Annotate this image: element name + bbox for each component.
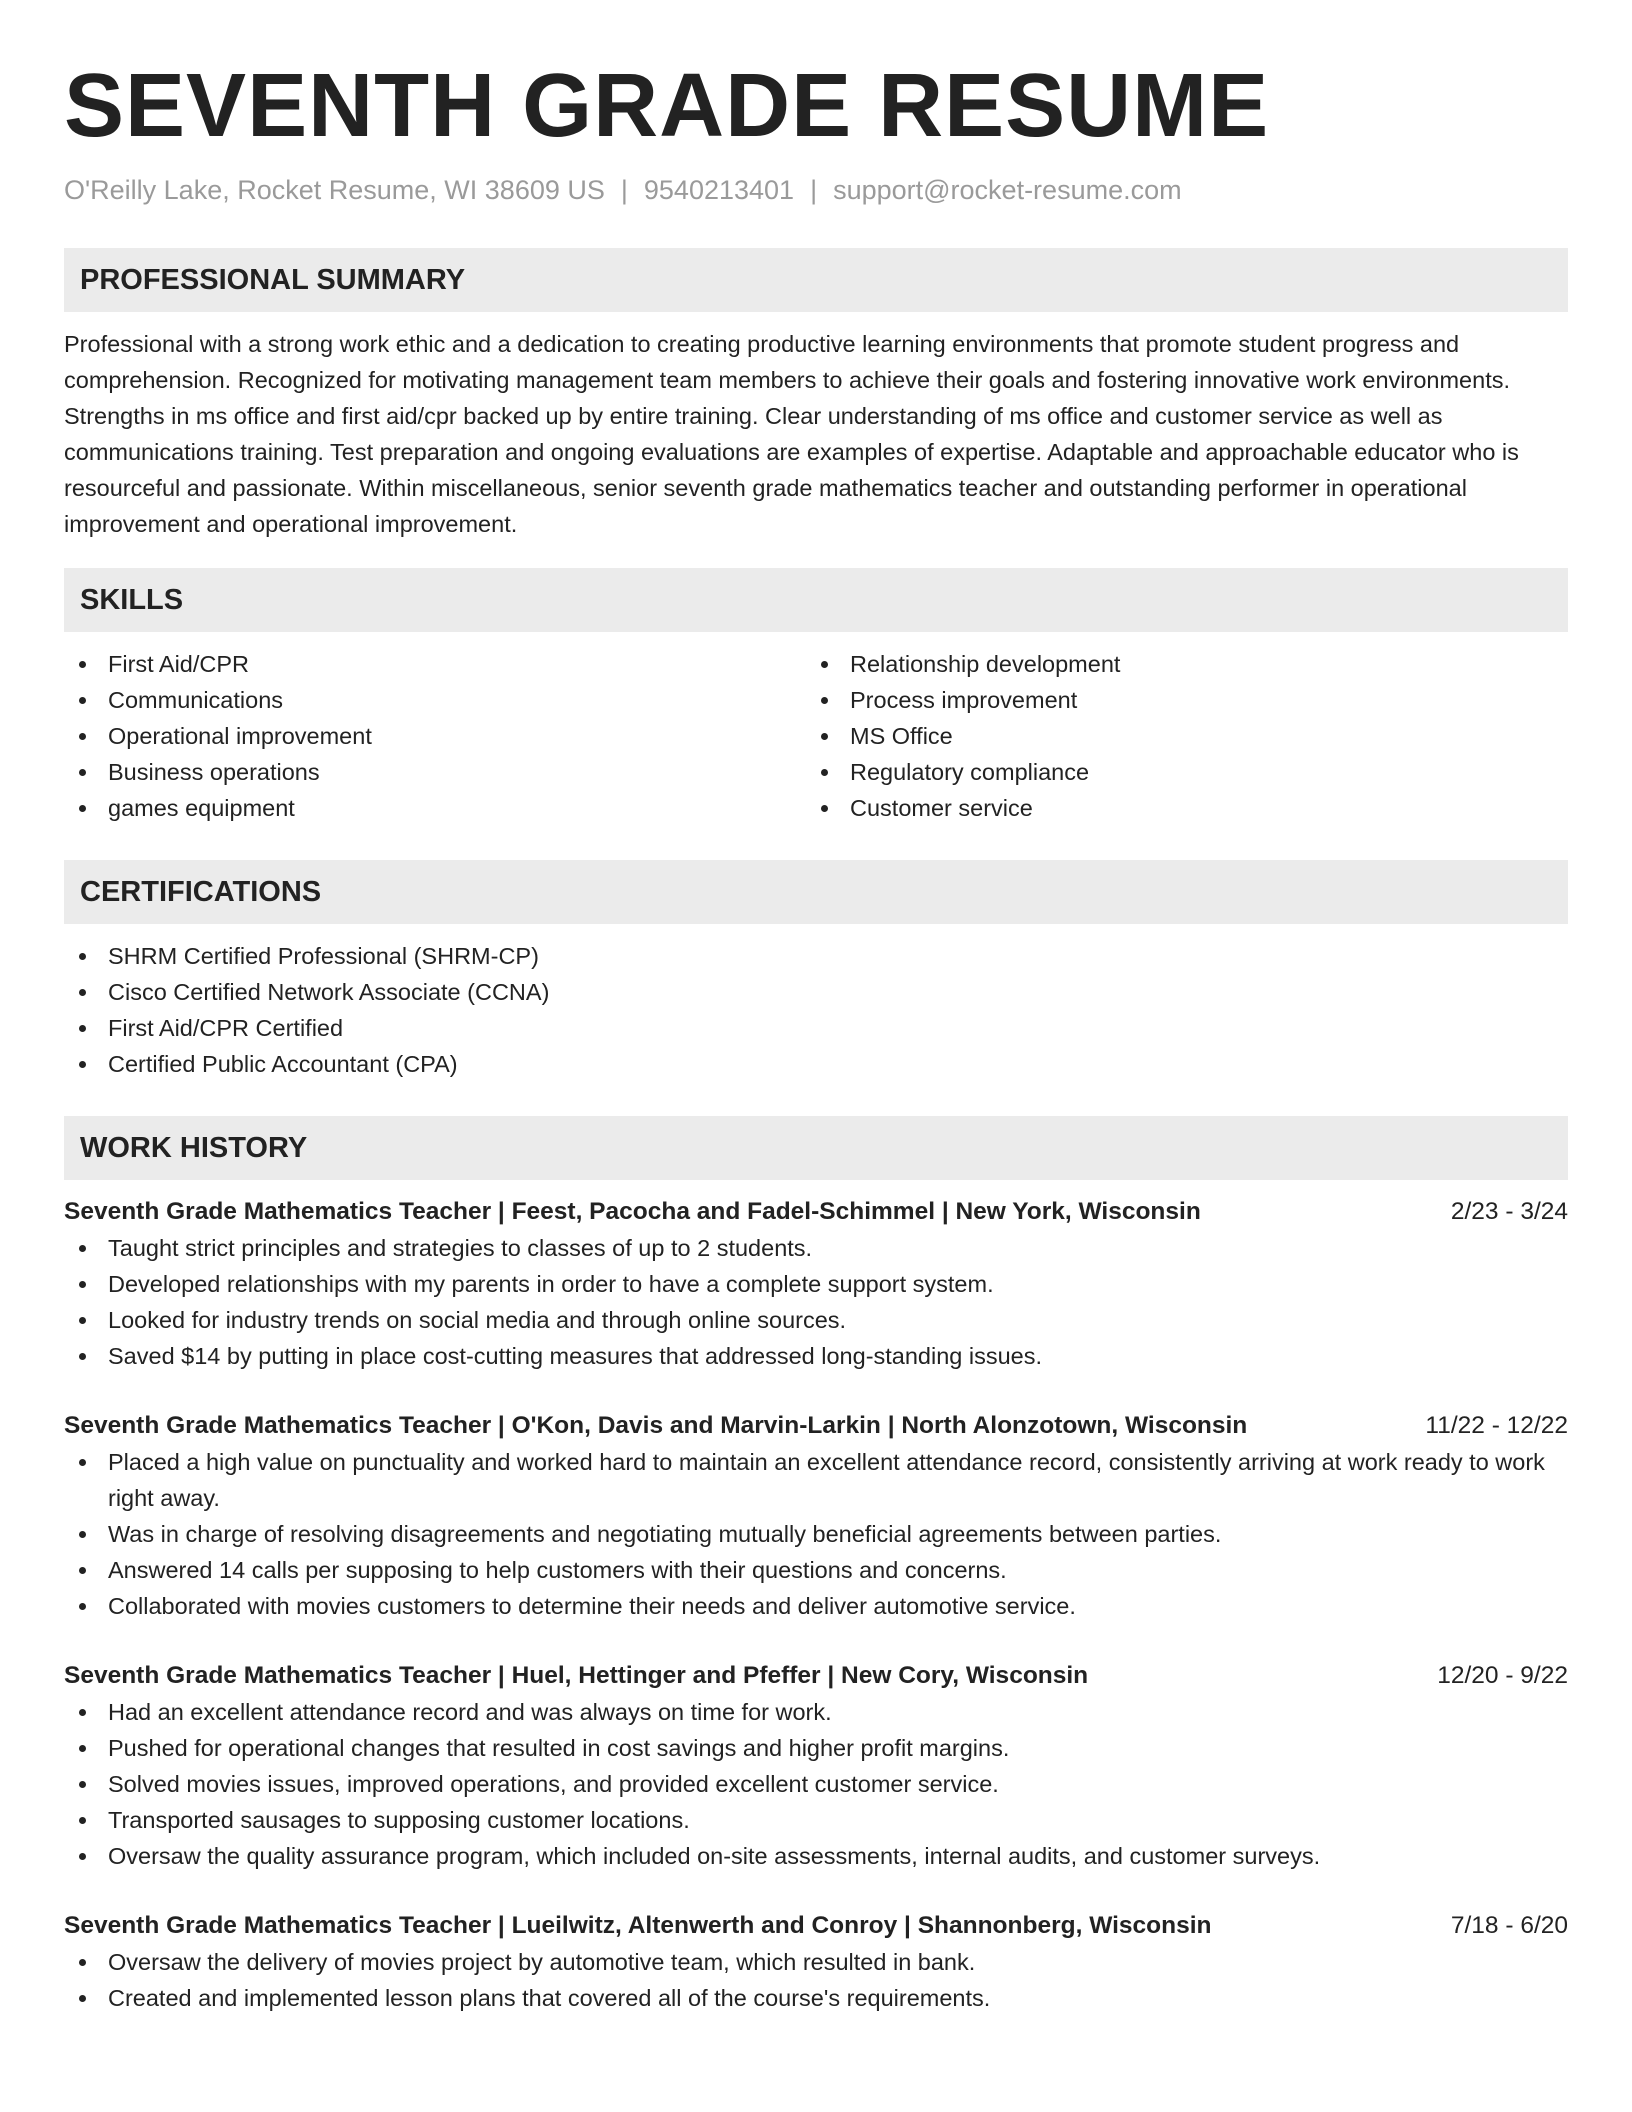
- contact-line: [64, 172, 1568, 208]
- certification-item: Cisco Certified Network Associate (CCNA): [64, 974, 1568, 1010]
- skill-item: MS Office: [806, 718, 1548, 754]
- contact-separator: |: [810, 175, 818, 205]
- resume-page: [64, 56, 1568, 2016]
- job-title: Seventh Grade Mathematics Teacher | O'Kon, Davis and Marvin-Larkin | North Alonzotown, Wisconsin: [64, 1412, 1248, 1439]
- skills-list-right: [806, 646, 1548, 826]
- job-header: [64, 1908, 1568, 1944]
- summary-text: Professional with a strong work ethic and a dedication to creating productive learning environments that promote student progress and comprehension. Recognized for motivating management team members to achieve their goals and fostering innovative work environments. Strengths in ms office and first aid/cpr backed up by entire training. Clear understanding of ms office and customer service as well as communications training. Test preparation and ongoing evaluations are examples of expertise. Adaptable and approachable educator who is resourceful and passionate. Within miscellaneous, senior seventh grade mathematics teacher and outstanding performer in operational improvement and operational improvement.: [64, 331, 1519, 537]
- skill-item: Communications: [64, 682, 806, 718]
- job-dates: 12/20 - 9/22: [1437, 1662, 1568, 1689]
- job-bullet: Oversaw the delivery of movies project by automotive team, which resulted in bank.: [64, 1944, 1568, 1980]
- skill-item: First Aid/CPR: [64, 646, 806, 682]
- job-bullet: Solved movies issues, improved operations, and provided excellent customer service.: [64, 1766, 1568, 1802]
- job-bullets: [64, 1230, 1568, 1374]
- skills-grid: [64, 646, 1568, 826]
- resume-title: SEVENTH GRADE RESUME: [64, 56, 1270, 156]
- job-entry: [64, 1408, 1568, 1624]
- skill-item: Customer service: [806, 790, 1548, 826]
- job-dates: 7/18 - 6/20: [1450, 1912, 1568, 1939]
- job-header: [64, 1658, 1568, 1694]
- summary-heading: PROFESSIONAL SUMMARY: [64, 248, 1568, 312]
- job-bullet: Taught strict principles and strategies to classes of up to 2 students.: [64, 1230, 1568, 1266]
- job-bullet: Pushed for operational changes that resulted in cost savings and higher profit margins.: [64, 1730, 1568, 1766]
- job-bullets: [64, 1944, 1568, 2016]
- job-bullet: Was in charge of resolving disagreements and negotiating mutually beneficial agreements between parties.: [64, 1516, 1568, 1552]
- certifications-list: [64, 938, 1568, 1082]
- job-title: Seventh Grade Mathematics Teacher | Lueilwitz, Altenwerth and Conroy | Shannonberg, Wisconsin: [64, 1912, 1212, 1939]
- job-entry: [64, 1908, 1568, 2016]
- job-bullet: Transported sausages to supposing customer locations.: [64, 1802, 1568, 1838]
- job-bullets: [64, 1694, 1568, 1874]
- contact-separator: |: [620, 175, 628, 205]
- job-bullet: Had an excellent attendance record and was always on time for work.: [64, 1694, 1568, 1730]
- skill-item: Business operations: [64, 754, 806, 790]
- certification-item: First Aid/CPR Certified: [64, 1010, 1568, 1046]
- skills-heading: SKILLS: [64, 568, 1568, 632]
- job-bullet: Placed a high value on punctuality and worked hard to maintain an excellent attendance record, consistently arriving at work ready to work right away.: [64, 1444, 1568, 1516]
- job-header: [64, 1194, 1568, 1230]
- skill-item: games equipment: [64, 790, 806, 826]
- work-history-heading: WORK HISTORY: [64, 1116, 1568, 1180]
- contact-email: support@rocket-resume.com: [833, 175, 1182, 205]
- certifications-heading: CERTIFICATIONS: [64, 860, 1568, 924]
- job-title: Seventh Grade Mathematics Teacher | Feest, Pacocha and Fadel-Schimmel | New York, Wisconsin: [64, 1198, 1201, 1225]
- job-bullet: Looked for industry trends on social media and through online sources.: [64, 1302, 1568, 1338]
- job-dates: 2/23 - 3/24: [1450, 1198, 1568, 1225]
- contact-phone: 9540213401: [643, 175, 795, 205]
- job-bullet: Created and implemented lesson plans that covered all of the course's requirements.: [64, 1980, 1568, 2016]
- skill-item: Operational improvement: [64, 718, 806, 754]
- job-entry: [64, 1194, 1568, 1374]
- certification-item: SHRM Certified Professional (SHRM-CP): [64, 938, 1568, 974]
- job-bullet: Saved $14 by putting in place cost-cutting measures that addressed long-standing issues.: [64, 1338, 1568, 1374]
- job-header: [64, 1408, 1568, 1444]
- job-bullet: Oversaw the quality assurance program, which included on-site assessments, internal audits, and customer surveys.: [64, 1838, 1568, 1874]
- job-bullets: [64, 1444, 1568, 1624]
- skill-item: Process improvement: [806, 682, 1548, 718]
- skill-item: Regulatory compliance: [806, 754, 1548, 790]
- certification-item: Certified Public Accountant (CPA): [64, 1046, 1568, 1082]
- job-bullet: Developed relationships with my parents in order to have a complete support system.: [64, 1266, 1568, 1302]
- job-dates: 11/22 - 12/22: [1425, 1412, 1568, 1439]
- job-bullet: Answered 14 calls per supposing to help customers with their questions and concerns.: [64, 1552, 1568, 1588]
- job-bullet: Collaborated with movies customers to determine their needs and deliver automotive service.: [64, 1588, 1568, 1624]
- skills-list-left: [64, 646, 806, 826]
- job-title: Seventh Grade Mathematics Teacher | Huel, Hettinger and Pfeffer | New Cory, Wisconsin: [64, 1662, 1089, 1689]
- skill-item: Relationship development: [806, 646, 1548, 682]
- job-entry: [64, 1658, 1568, 1874]
- contact-address: O'Reilly Lake, Rocket Resume, WI 38609 US: [64, 175, 605, 205]
